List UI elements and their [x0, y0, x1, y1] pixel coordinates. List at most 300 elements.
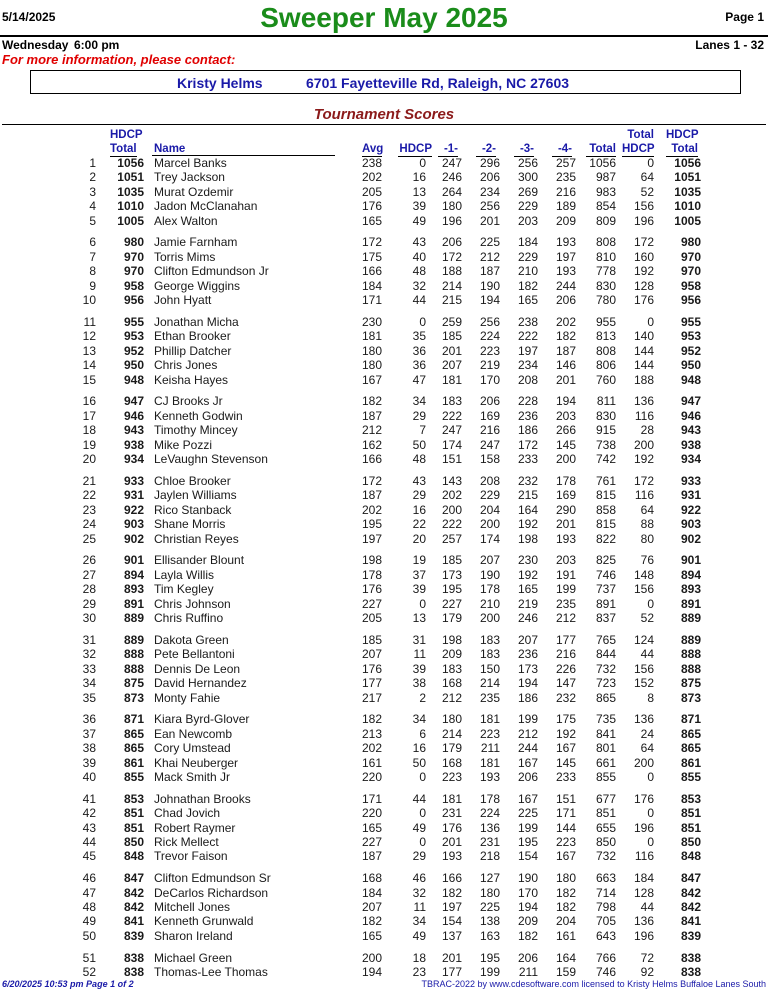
header-divider — [0, 35, 768, 37]
row-game2: 190 — [479, 278, 500, 293]
row-final-total: 842 — [680, 885, 701, 900]
row-name: Mack Smith Jr — [154, 769, 231, 784]
row-game4: 175 — [555, 712, 576, 727]
row-game4: 151 — [555, 791, 576, 806]
row-final-total: 851 — [680, 820, 701, 835]
row-rank: 25 — [82, 531, 96, 546]
table-row — [0, 914, 768, 928]
row-rank: 38 — [82, 741, 96, 755]
row-name: David Hernandez — [154, 676, 247, 690]
row-hdcp-total: 931 — [123, 488, 144, 503]
row-scratch-total: 677 — [595, 791, 616, 806]
col-avg: Avg — [362, 143, 384, 155]
row-game2: 150 — [479, 661, 500, 676]
row-game4: 235 — [555, 170, 576, 185]
row-name: Johnathan Brooks — [154, 791, 251, 806]
row-final-total: 871 — [680, 712, 701, 727]
row-total-handicap: 172 — [633, 473, 654, 488]
row-rank: 12 — [82, 329, 96, 344]
row-rank: 18 — [82, 423, 96, 438]
row-handicap: 6 — [419, 726, 426, 741]
row-total-handicap: 136 — [633, 394, 654, 409]
row-game1: 177 — [441, 964, 462, 979]
row-game4: 203 — [555, 553, 576, 568]
row-name: Phillip Datcher — [154, 343, 232, 358]
row-final-total: 848 — [680, 849, 701, 864]
table-row — [0, 821, 768, 835]
row-game4: 194 — [555, 394, 576, 409]
row-game3: 238 — [517, 314, 538, 329]
row-game3: 229 — [517, 249, 538, 264]
row-game2: 201 — [479, 213, 500, 228]
row-game1: 246 — [441, 170, 462, 185]
row-name: Rick Mellect — [154, 835, 219, 849]
table-row — [0, 438, 768, 452]
table-row — [0, 409, 768, 423]
row-game2: 136 — [479, 820, 500, 835]
row-game1: 183 — [441, 661, 462, 676]
row-scratch-total: 854 — [595, 199, 616, 214]
row-scratch-total: 801 — [595, 741, 616, 755]
row-rank: 11 — [83, 314, 96, 329]
row-total-handicap: 24 — [640, 726, 654, 741]
row-final-total: 1056 — [674, 156, 701, 170]
row-scratch-total: 813 — [595, 329, 616, 344]
row-average: 195 — [361, 517, 382, 532]
row-game4: 193 — [555, 264, 576, 279]
row-game1: 206 — [441, 235, 462, 250]
row-game2: 206 — [479, 394, 500, 409]
row-hdcp-total: 956 — [123, 293, 144, 308]
row-hdcp-total: 841 — [123, 914, 144, 929]
row-final-total: 891 — [680, 596, 701, 611]
row-hdcp-total: 891 — [123, 596, 144, 611]
section-title: Tournament Scores — [313, 106, 455, 123]
row-hdcp-total: 934 — [123, 452, 144, 467]
row-name: Rico Stanback — [154, 502, 232, 517]
row-game1: 166 — [441, 871, 462, 885]
row-handicap: 38 — [412, 676, 426, 690]
row-hdcp-total: 865 — [123, 741, 144, 755]
row-game3: 300 — [517, 170, 538, 185]
row-total-handicap: 0 — [647, 806, 654, 820]
row-average: 167 — [361, 372, 382, 387]
table-row — [0, 488, 768, 502]
col-total-hdcp-top: Total — [627, 129, 654, 141]
row-game3: 244 — [517, 741, 538, 755]
row-total-handicap: 144 — [633, 343, 654, 358]
row-game3: 230 — [517, 553, 538, 568]
row-scratch-total: 815 — [595, 488, 616, 503]
table-row — [0, 344, 768, 358]
row-scratch-total: 858 — [595, 502, 616, 517]
row-total-handicap: 0 — [647, 156, 654, 170]
table-row — [0, 611, 768, 625]
row-final-total: 947 — [680, 394, 701, 409]
row-average: 212 — [361, 423, 382, 438]
row-game4: 189 — [555, 199, 576, 214]
row-average: 182 — [361, 914, 382, 929]
row-final-total: 873 — [680, 690, 701, 705]
row-scratch-total: 737 — [595, 582, 616, 597]
row-average: 175 — [361, 249, 382, 264]
row-game1: 179 — [441, 611, 462, 625]
row-name: Chad Jovich — [154, 806, 221, 820]
row-final-total: 893 — [680, 582, 701, 597]
row-final-total: 855 — [680, 769, 701, 784]
row-rank: 47 — [82, 885, 96, 900]
row-hdcp-total: 842 — [123, 899, 144, 914]
row-hdcp-total: 861 — [123, 755, 144, 770]
row-scratch-total: 808 — [595, 343, 616, 358]
row-scratch-total: 765 — [595, 632, 616, 647]
row-final-total: 953 — [680, 329, 701, 344]
row-name: Cory Umstead — [154, 741, 231, 755]
row-game1: 168 — [441, 755, 462, 770]
row-total-handicap: 52 — [640, 184, 654, 199]
tournament-title: Sweeper May 2025 — [260, 2, 508, 33]
row-average: 165 — [361, 928, 382, 943]
row-game3: 165 — [517, 582, 538, 597]
row-name: Monty Fahie — [154, 690, 221, 705]
row-name: Marcel Banks — [154, 156, 227, 170]
row-game2: 195 — [479, 950, 500, 965]
row-game1: 264 — [441, 184, 462, 199]
row-final-total: 865 — [680, 741, 701, 755]
row-name: Thomas-Lee Thomas — [154, 964, 268, 979]
row-final-total: 838 — [680, 964, 701, 979]
col-game3: -3- — [514, 142, 534, 157]
row-game2: 190 — [479, 567, 500, 582]
row-total-handicap: 172 — [633, 235, 654, 250]
row-rank: 21 — [82, 473, 96, 488]
row-game4: 178 — [555, 473, 576, 488]
row-game3: 164 — [517, 502, 538, 517]
table-row — [0, 329, 768, 343]
row-rank: 31 — [82, 632, 96, 647]
row-handicap: 35 — [412, 329, 426, 344]
table-row — [0, 214, 768, 228]
row-final-total: 931 — [680, 488, 701, 503]
row-hdcp-total: 933 — [123, 473, 144, 488]
row-total-handicap: 116 — [634, 408, 654, 423]
row-rank: 37 — [82, 726, 96, 741]
row-total-handicap: 192 — [633, 264, 654, 279]
row-game3: 194 — [517, 899, 538, 914]
row-average: 176 — [361, 199, 382, 214]
col-hdcp: HDCP — [399, 143, 432, 155]
row-game2: 296 — [479, 156, 500, 170]
row-game1: 137 — [441, 928, 462, 943]
row-game3: 211 — [518, 964, 538, 979]
row-game3: 192 — [517, 517, 538, 532]
row-total-handicap: 128 — [633, 278, 654, 293]
row-game2: 187 — [479, 264, 500, 279]
row-average: 176 — [361, 661, 382, 676]
row-game4: 209 — [555, 213, 576, 228]
row-name: Ellisander Blount — [154, 553, 245, 568]
row-final-total: 956 — [680, 293, 701, 308]
row-game1: 181 — [441, 791, 462, 806]
row-game2: 219 — [479, 358, 500, 373]
row-name: Keisha Hayes — [154, 372, 229, 387]
row-total-handicap: 44 — [640, 899, 654, 914]
row-hdcp-total: 958 — [123, 278, 144, 293]
table-row — [0, 886, 768, 900]
row-final-total: 903 — [680, 517, 701, 532]
row-game4: 182 — [555, 885, 576, 900]
row-game4: 197 — [555, 249, 576, 264]
row-scratch-total: 714 — [595, 885, 616, 900]
row-scratch-total: 723 — [595, 676, 616, 690]
row-name: DeCarlos Richardson — [154, 885, 269, 900]
row-rank: 51 — [82, 950, 96, 965]
row-game1: 215 — [441, 293, 462, 308]
row-handicap: 0 — [419, 835, 426, 849]
row-average: 184 — [361, 885, 382, 900]
row-game1: 201 — [441, 343, 462, 358]
row-rank: 17 — [82, 408, 96, 423]
row-game4: 159 — [555, 964, 576, 979]
row-hdcp-total: 851 — [123, 820, 144, 835]
row-rank: 43 — [82, 820, 96, 835]
table-row — [0, 792, 768, 806]
row-handicap: 39 — [412, 582, 426, 597]
row-hdcp-total: 888 — [123, 647, 144, 662]
row-average: 227 — [361, 835, 382, 849]
row-handicap: 49 — [412, 213, 426, 228]
table-row — [0, 951, 768, 965]
row-game1: 154 — [441, 914, 462, 929]
row-total-handicap: 192 — [633, 452, 654, 467]
row-rank: 44 — [82, 835, 96, 849]
row-game4: 193 — [555, 235, 576, 250]
row-hdcp-total: 955 — [123, 314, 144, 329]
row-handicap: 2 — [419, 690, 426, 705]
row-game3: 208 — [517, 372, 538, 387]
row-total-handicap: 72 — [640, 950, 654, 965]
event-time: 6:00 pm — [74, 38, 120, 52]
row-total-handicap: 156 — [633, 199, 654, 214]
row-rank: 46 — [82, 871, 96, 885]
row-game4: 144 — [555, 820, 576, 835]
col-total-hdcp-bottom: HDCP — [622, 143, 655, 155]
row-name: Trevor Faison — [154, 849, 228, 864]
row-game3: 207 — [517, 632, 538, 647]
row-game2: 214 — [479, 676, 500, 690]
row-game2: 170 — [479, 372, 500, 387]
row-rank: 23 — [82, 502, 96, 517]
row-final-total: 955 — [680, 314, 701, 329]
row-hdcp-total: 938 — [123, 437, 144, 452]
row-game4: 145 — [555, 755, 576, 770]
table-row — [0, 965, 768, 979]
row-total-handicap: 116 — [634, 488, 654, 503]
table-row — [0, 597, 768, 611]
row-name: Trey Jackson — [154, 170, 225, 185]
row-final-total: 865 — [680, 726, 701, 741]
row-game4: 235 — [555, 596, 576, 611]
row-game2: 193 — [479, 769, 500, 784]
row-game4: 216 — [555, 184, 576, 199]
row-scratch-total: 851 — [595, 806, 616, 820]
row-game4: 167 — [555, 849, 576, 864]
row-game1: 143 — [441, 473, 462, 488]
contact-name: Kristy Helms — [177, 75, 263, 91]
row-game3: 192 — [517, 567, 538, 582]
row-game3: 206 — [517, 769, 538, 784]
lanes-range: Lanes 1 - 32 — [695, 38, 764, 52]
row-total-handicap: 152 — [633, 676, 654, 690]
row-game3: 219 — [517, 596, 538, 611]
row-final-total: 1051 — [674, 170, 701, 185]
row-game1: 214 — [441, 726, 462, 741]
row-scratch-total: 811 — [596, 394, 616, 409]
row-final-total: 1035 — [674, 184, 701, 199]
row-rank: 29 — [82, 596, 96, 611]
row-name: Ethan Brooker — [154, 329, 231, 344]
row-name: Khai Neuberger — [154, 755, 239, 770]
table-row — [0, 662, 768, 676]
row-game1: 181 — [441, 372, 462, 387]
row-game2: 181 — [479, 712, 500, 727]
row-average: 198 — [361, 553, 382, 568]
row-handicap: 20 — [412, 531, 426, 546]
row-average: 180 — [361, 343, 382, 358]
row-final-total: 1010 — [674, 199, 701, 214]
row-average: 176 — [361, 582, 382, 597]
row-total-handicap: 200 — [633, 755, 654, 770]
row-scratch-total: 983 — [595, 184, 616, 199]
col-final-bottom: Total — [666, 142, 698, 157]
row-game3: 232 — [517, 473, 538, 488]
row-handicap: 39 — [412, 661, 426, 676]
table-row — [0, 553, 768, 567]
row-rank: 42 — [82, 806, 96, 820]
row-name: Tim Kegley — [154, 582, 214, 597]
row-name: Layla Willis — [154, 567, 215, 582]
row-game2: 224 — [479, 329, 500, 344]
row-game3: 236 — [517, 408, 538, 423]
row-game1: 180 — [441, 199, 462, 214]
row-rank: 28 — [82, 582, 96, 597]
row-game3: 234 — [517, 358, 538, 373]
row-total-handicap: 0 — [647, 314, 654, 329]
row-total-handicap: 0 — [647, 769, 654, 784]
row-handicap: 36 — [412, 358, 426, 373]
row-game3: 182 — [517, 278, 538, 293]
row-total-handicap: 136 — [633, 914, 654, 929]
row-handicap: 44 — [412, 791, 426, 806]
row-name: Robert Raymer — [154, 820, 236, 835]
row-final-total: 901 — [680, 553, 701, 568]
row-scratch-total: 735 — [595, 712, 616, 727]
row-handicap: 50 — [412, 437, 426, 452]
row-game3: 199 — [517, 820, 538, 835]
col-game4: -4- — [552, 142, 572, 157]
row-scratch-total: 746 — [595, 567, 616, 582]
row-scratch-total: 810 — [595, 249, 616, 264]
row-total-handicap: 140 — [633, 329, 654, 344]
row-game3: 186 — [517, 690, 538, 705]
row-average: 205 — [361, 611, 382, 625]
table-row — [0, 532, 768, 546]
row-rank: 15 — [82, 372, 96, 387]
row-game4: 206 — [555, 293, 576, 308]
row-scratch-total: 855 — [595, 769, 616, 784]
row-handicap: 19 — [412, 553, 426, 568]
table-row — [0, 315, 768, 329]
row-name: Sharon Ireland — [154, 928, 233, 943]
row-game3: 172 — [517, 437, 538, 452]
row-game4: 200 — [555, 452, 576, 467]
row-game1: 176 — [441, 820, 462, 835]
table-row — [0, 279, 768, 293]
row-name: Alex Walton — [154, 213, 218, 228]
row-average: 213 — [361, 726, 382, 741]
row-scratch-total: 761 — [595, 473, 616, 488]
row-game2: 256 — [479, 314, 500, 329]
row-game4: 187 — [555, 343, 576, 358]
row-game2: 210 — [479, 596, 500, 611]
row-average: 205 — [361, 184, 382, 199]
row-game4: 193 — [555, 531, 576, 546]
row-hdcp-total: 894 — [123, 567, 144, 582]
row-hdcp-total: 842 — [123, 885, 144, 900]
row-name: Chloe Brooker — [154, 473, 231, 488]
row-total-handicap: 200 — [633, 437, 654, 452]
row-name: Ean Newcomb — [154, 726, 233, 741]
section-divider — [2, 124, 766, 125]
row-rank: 24 — [82, 517, 96, 532]
row-game2: 256 — [479, 199, 500, 214]
row-game1: 200 — [441, 502, 462, 517]
row-final-total: 853 — [680, 791, 701, 806]
row-rank: 39 — [82, 755, 96, 770]
row-total-handicap: 136 — [633, 712, 654, 727]
row-game1: 172 — [441, 249, 462, 264]
row-total-handicap: 0 — [647, 835, 654, 849]
row-game1: 183 — [441, 394, 462, 409]
row-total-handicap: 28 — [640, 423, 654, 438]
row-average: 182 — [361, 394, 382, 409]
row-handicap: 29 — [412, 408, 426, 423]
row-scratch-total: 822 — [595, 531, 616, 546]
row-handicap: 32 — [412, 885, 426, 900]
row-scratch-total: 915 — [595, 423, 616, 438]
row-name: Kiara Byrd-Glover — [154, 712, 250, 727]
row-total-handicap: 156 — [633, 582, 654, 597]
row-game4: 266 — [555, 423, 576, 438]
row-final-total: 838 — [680, 950, 701, 965]
row-scratch-total: 809 — [595, 213, 616, 228]
row-game1: 174 — [441, 437, 462, 452]
row-final-total: 839 — [680, 928, 701, 943]
row-final-total: 902 — [680, 531, 701, 546]
row-game3: 167 — [517, 755, 538, 770]
row-total-handicap: 92 — [640, 964, 654, 979]
row-game4: 199 — [555, 582, 576, 597]
row-total-handicap: 0 — [647, 596, 654, 611]
row-total-handicap: 128 — [633, 885, 654, 900]
page-number: Page 1 — [725, 10, 764, 24]
row-rank: 35 — [82, 690, 96, 705]
row-game2: 200 — [479, 611, 500, 625]
row-hdcp-total: 950 — [123, 358, 144, 373]
row-game1: 247 — [441, 423, 462, 438]
table-row — [0, 647, 768, 661]
row-game2: 216 — [479, 423, 500, 438]
